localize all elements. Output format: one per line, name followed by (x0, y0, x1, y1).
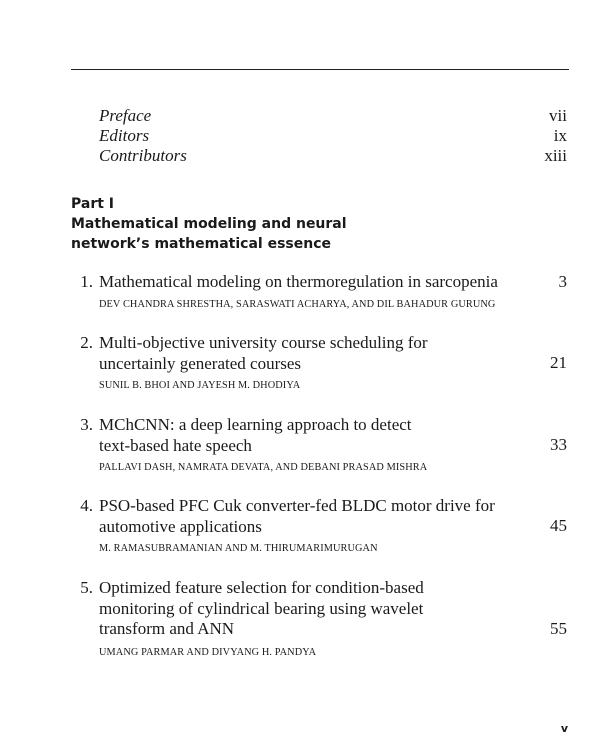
chapter-number: 5. (80, 578, 93, 597)
chapter-number: 4. (80, 496, 93, 515)
chapter-title-line: MChCNN: a deep learning approach to detect (99, 415, 412, 434)
chapter-title-line: automotive applications (99, 516, 262, 536)
chapter-title-line: PSO-based PFC Cuk converter-fed BLDC motor drive for (99, 496, 495, 515)
chapter-page: 55 (550, 619, 567, 638)
chapter-authors: M. RAMASUBRAMANIAN AND M. THIRUMARIMURUGAN (99, 543, 378, 554)
chapter-title[interactable] (99, 496, 539, 537)
part-title-line: Mathematical modeling and neural (71, 216, 347, 232)
chapter-authors: DEV CHANDRA SHRESTHA, SARASWATI ACHARYA, AND DIL BAHADUR GURUNG (99, 299, 496, 310)
toc-entry-preface[interactable] (99, 106, 567, 126)
chapter-title-line: Optimized feature selection for condition-based (99, 578, 424, 597)
chapter-page: 45 (550, 516, 567, 535)
chapter-title-line: transform and ANN (99, 619, 235, 638)
entry-label: Editors (99, 126, 150, 145)
entry-label: Preface (99, 106, 152, 125)
chapter-page: 3 (558, 272, 567, 291)
chapter-title-line: text-based hate speech (99, 435, 252, 455)
chapter-title[interactable] (99, 333, 539, 374)
chapter-number: 2. (80, 333, 93, 352)
chapter-authors: UMANG PARMAR AND DIVYANG H. PANDYA (99, 647, 317, 658)
chapter-title[interactable] (99, 578, 539, 640)
chapter-number: 3. (80, 415, 93, 434)
chapter-authors: SUNIL B. BHOI AND JAYESH M. DHODIYA (99, 380, 301, 391)
chapter-title-line: Mathematical modeling on thermoregulation in sarcopenia (99, 272, 498, 291)
chapter-number: 1. (80, 272, 93, 291)
entry-page: ix (553, 126, 567, 145)
part-label: Part I (71, 196, 115, 212)
chapter-title-line: Multi-objective university course scheduling for (99, 333, 428, 352)
page-number: v (560, 722, 568, 735)
chapter-title[interactable] (99, 415, 539, 456)
entry-label: Contributors (99, 146, 187, 165)
chapter-page: 21 (550, 353, 567, 372)
entry-page: vii (549, 106, 567, 125)
toc-entry-editors[interactable] (99, 126, 567, 146)
top-rule (71, 69, 569, 70)
chapter-title-line: uncertainly generated courses (99, 353, 302, 373)
part-title (71, 214, 401, 254)
entry-page: xiii (544, 146, 567, 165)
chapter-title[interactable] (99, 272, 539, 293)
chapter-page: 33 (550, 435, 567, 454)
chapter-title-line: monitoring of cylindrical bearing using wavelet (99, 598, 424, 618)
toc-entry-contributors[interactable] (99, 146, 567, 166)
part-title-line: network’s mathematical essence (71, 236, 331, 252)
chapter-authors: PALLAVI DASH, NAMRATA DEVATA, AND DEBANI PRASAD MISHRA (99, 462, 428, 473)
